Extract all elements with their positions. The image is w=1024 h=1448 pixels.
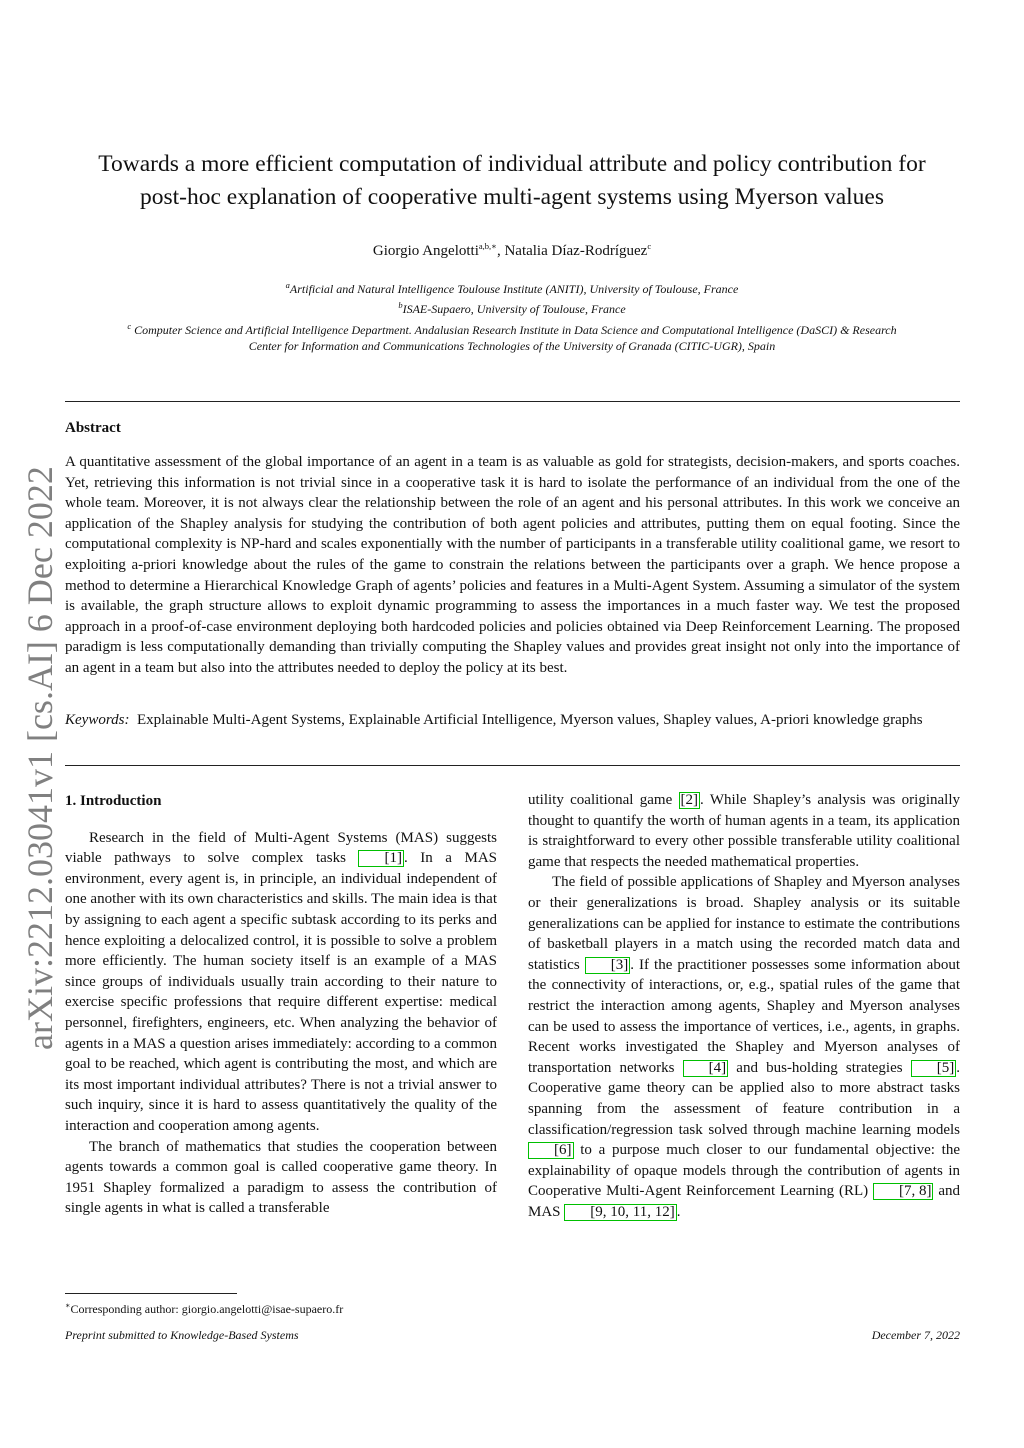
author-name: Giorgio Angelotti bbox=[372, 243, 479, 259]
affil-text: Computer Science and Artificial Intelligence Department. Andalusian Research Institute in Data Science and Computational Intelligence (DaSCI) & Research bbox=[131, 322, 897, 337]
abstract-top-rule bbox=[65, 401, 960, 402]
affiliation-c bbox=[50, 318, 974, 338]
text-run: The field of possible applications of Shapley and Myerson analyses or their generalizations is broad. Shapley analysis or its suitable generalizations can be applied for instance to estimate the contributions of basketball players in a match using the recorded match data and statistics bbox=[528, 874, 960, 973]
affil-text: ISAE-Supaero, University of Toulouse, France bbox=[402, 302, 626, 317]
abstract-heading: Abstract bbox=[65, 420, 121, 436]
citation-link[interactable]: [3] bbox=[585, 957, 631, 974]
text-run: . In a MAS environment, every agent is, in principle, an individual independent of one another with its own characteristics and skills. The main idea is that by assigning to each agent a specific subtask according to its perks and hence exploiting a delocalized control, it is possible to solve a problem more efficiently. The human society itself is an example of a MAS since groups of individuals usually train according to their nature to exercise specific professions that require different expertise: medical personnel, firefighters, engineers, etc. When analyzing the behavior of agents in a MAS a question arises immediately: according to a common goal to be reached, which agent is contributing the most, and which are its most important individual attributes? There is not a trivial answer to such inquiry, since it is hard to assess quantitatively the quality of the interaction and cooperation among agents. bbox=[65, 850, 497, 1134]
text-run: . bbox=[676, 1203, 681, 1220]
affiliations bbox=[50, 277, 974, 355]
footnote-mark: ∗ bbox=[65, 1301, 71, 1310]
paragraph bbox=[65, 828, 497, 1137]
affiliation-c-cont: Center for Information and Communications Technologies of the University of Granada (CITIC-UGR), Spain bbox=[248, 339, 776, 354]
affiliation-a bbox=[50, 277, 974, 297]
paragraph: The branch of mathematics that studies the cooperation between agents towards a common goal is called cooperative game theory. In 1951 Shapley formalized a paradigm to assess the contribution of single agents in what is called a transferable bbox=[65, 1138, 497, 1217]
text-run: . If the practitioner possesses some information about the connectivity of interactions, or, e.g., spatial rules of the game that restrict the interaction among agents, Shapley and Myerson analyses can be used to assess the importance of vertices, i.e., agents, in graphs. Recent works investigated the Shapley and Myerson analyses of transportation networks bbox=[528, 956, 960, 1076]
text-run: and bus-holding strategies bbox=[728, 1059, 911, 1076]
author-list bbox=[60, 236, 964, 261]
abstract-text: A quantitative assessment of the global importance of an agent in a team is as valuable as gold for strategists, decision-makers, and sports coaches. Yet, retrieving this information is not trivial since in a cooperative task it is hard to isolate the performance of an individual from the one of the whole team. Moreover, it is not always clear the relationship between the role of an agent and his personal attributes. In this work we conceive an application of the Shapley analysis for studying the contribution of both agent policies and attributes, putting them on equal footing. Since the computational complexity is NP-hard and scales exponentially with the number of participants in a transferable utility coalitional game, we resort to exploiting a-priori knowledge about the rules of the game to constrain the relations between the participants over a graph. We hence propose a method to determine a Hierarchical Knowledge Graph of agents’ policies and features in a Multi-Agent System. Assuming a simulator of the system is available, the graph structure allows to exploit dynamic programming to assess the importances in a much faster way. We test the proposed approach in a proof-of-case environment deploying both hardcoded policies and policies obtained via Deep Reinforcement Learning. The proposed paradigm is less computationally demanding than trivially computing the Shapley values and provides great insight not only into the importance of an agent in a team but also into the attributes needed to deploy the policy at its best. bbox=[65, 454, 960, 676]
citation-link[interactable]: [4] bbox=[683, 1060, 729, 1077]
paper-title bbox=[60, 148, 964, 214]
text-run: and MAS bbox=[528, 1183, 960, 1220]
citation-link[interactable]: [2] bbox=[680, 792, 699, 808]
paper-title-line-2: post-hoc explanation of cooperative multi-agent systems using Myerson values bbox=[139, 184, 884, 210]
affiliation-b bbox=[50, 297, 974, 317]
abstract-bottom-rule bbox=[65, 765, 960, 766]
author-name: Natalia Díaz-Rodríguez bbox=[504, 243, 648, 259]
footnote bbox=[65, 1298, 343, 1317]
footnote-rule bbox=[65, 1293, 237, 1294]
affil-mark: c bbox=[127, 320, 132, 331]
section-heading: 1. Introduction bbox=[65, 793, 162, 809]
citation-link[interactable]: [6] bbox=[528, 1142, 574, 1159]
footer-date: December 7, 2022 bbox=[871, 1328, 960, 1342]
keywords-label: Keywords: bbox=[65, 712, 130, 728]
citation-link[interactable]: [1] bbox=[358, 850, 404, 867]
keywords-list: Explainable Multi-Agent Systems, Explainable Artificial Intelligence, Myerson values, Shapley values, A-priori knowledge graphs bbox=[136, 712, 923, 728]
affil-mark: a bbox=[285, 280, 290, 290]
arxiv-identifier: arXiv:2212.03041v1 [cs.AI] 6 Dec 2022 bbox=[20, 466, 60, 1050]
text-run: utility coalitional game bbox=[528, 792, 679, 808]
affil-text: Artificial and Natural Intelligence Toulouse Institute (ANITI), University of Toulouse, France bbox=[289, 282, 739, 296]
keywords bbox=[65, 710, 960, 731]
footnote-text: Corresponding author: giorgio.angelotti@isae-supaero.fr bbox=[70, 1302, 344, 1316]
citation-link[interactable]: [7, 8] bbox=[873, 1183, 934, 1200]
affil-mark: b bbox=[398, 300, 403, 311]
left-column bbox=[65, 791, 497, 1219]
text-run: . While Shapley’s analysis was originally thought to quantify the worth of human agents in a team, its application is straightforward to every other possible transferable utility coalitional game that respects the needed mathematical properties. bbox=[528, 792, 960, 870]
right-column bbox=[528, 790, 960, 1222]
text-run: . Cooperative game theory can be applied also to more abstract tasks spanning from the assessment of feature contribution in a classification/regression task solved through machine learning models bbox=[528, 1059, 960, 1138]
citation-link[interactable]: [9, 10, 11, 12] bbox=[564, 1204, 676, 1221]
paper-title-line-1: Towards a more efficient computation of individual attribute and policy contribution for bbox=[98, 151, 926, 177]
author-separator: , bbox=[496, 243, 505, 259]
text-run: to a purpose much closer to our fundamental objective: the explainability of opaque models through the contribution of agents in Cooperative Multi-Agent Reinforcement Learning (RL) bbox=[528, 1142, 960, 1200]
paragraph bbox=[528, 790, 960, 872]
paragraph bbox=[528, 872, 960, 1222]
author-affil-marks: a,b,∗ bbox=[478, 241, 497, 251]
footer-submission-note: Preprint submitted to Knowledge-Based Systems bbox=[65, 1328, 299, 1342]
author-affil-marks: c bbox=[647, 241, 652, 251]
citation-link[interactable]: [5] bbox=[911, 1060, 957, 1077]
text-run: Research in the field of Multi-Agent Systems (MAS) suggests viable pathways to solve complex tasks bbox=[65, 829, 497, 867]
